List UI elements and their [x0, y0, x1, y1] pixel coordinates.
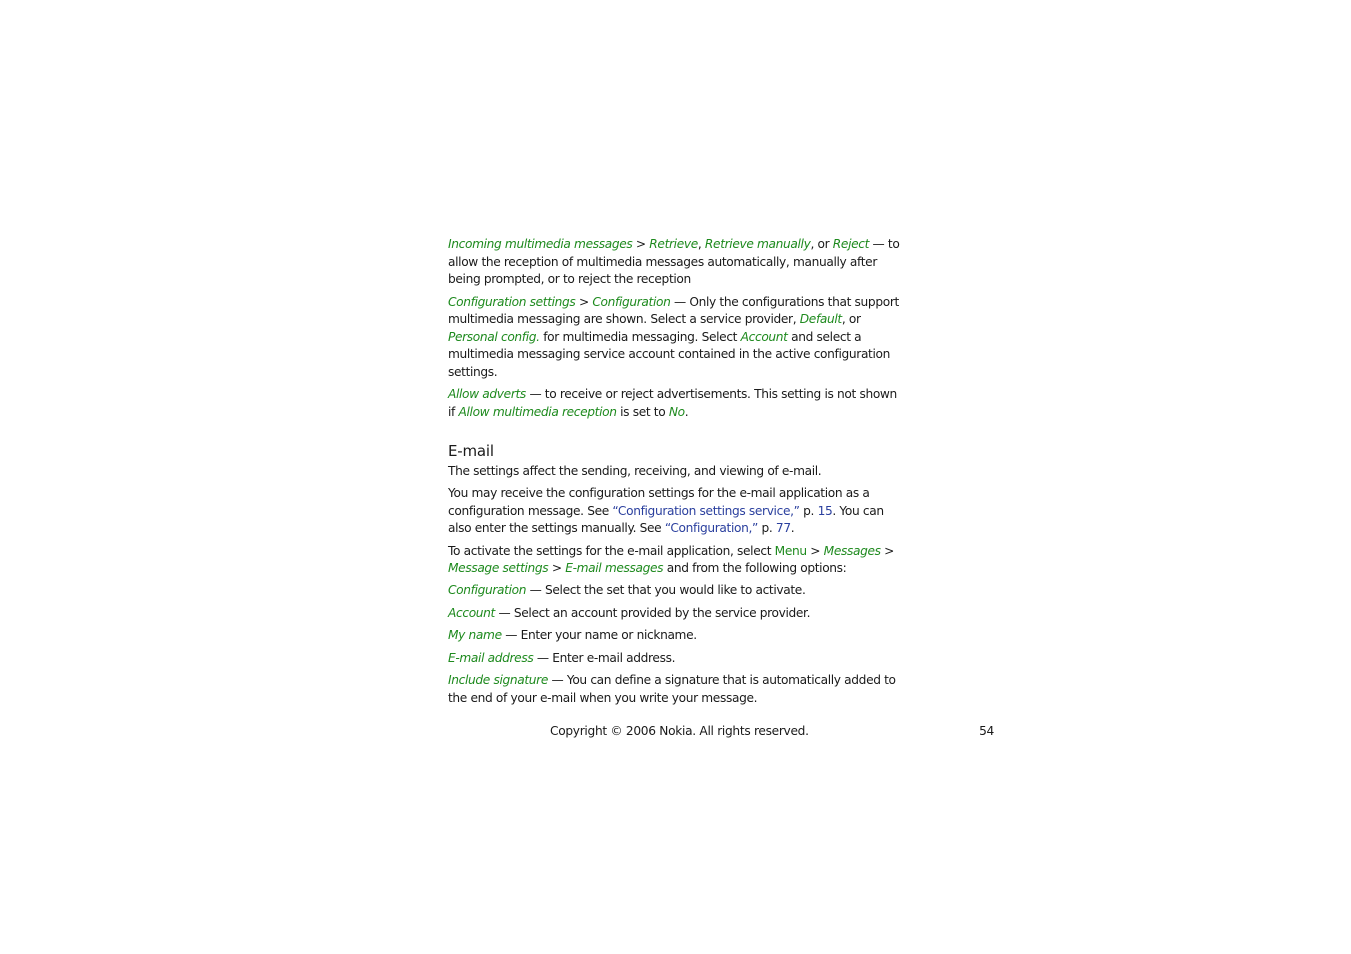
receive-text-1: You may receive the configuration settings for the e-mail application as a configuration message. See: [448, 485, 870, 518]
activate-text-1: To activate the settings for the e-mail application, select: [448, 543, 775, 558]
option-retrieve-manually: Retrieve manually: [704, 237, 811, 251]
option-name: My name: [448, 628, 502, 643]
separator: >: [575, 294, 593, 309]
link-configuration[interactable]: “Configuration,”: [664, 521, 758, 536]
option-reject: Reject: [832, 237, 870, 251]
section-heading-email: E-mail: [448, 441, 494, 460]
separator: >: [880, 543, 895, 558]
option-default: Default: [799, 312, 842, 327]
option-description: — Select the set that you would like to activate.: [526, 583, 806, 598]
option-name: Include signature: [448, 673, 548, 688]
period: .: [790, 521, 795, 536]
document-page: [448, 236, 904, 712]
copyright-notice: Copyright © 2006 Nokia. All rights reserved.: [550, 724, 809, 738]
option-allow-adverts: Allow adverts: [448, 387, 526, 402]
menu-key: Menu: [774, 543, 807, 558]
email-option-my-name: [448, 627, 904, 645]
option-retrieve: Retrieve: [649, 237, 698, 251]
link-page-15[interactable]: 15: [817, 503, 833, 518]
separator: >: [632, 237, 650, 251]
option-name: Account: [448, 605, 495, 620]
option-description: — You can define a signature that is automatically added to the end of your e-mail when you write your message.: [448, 673, 896, 705]
link-page-77[interactable]: 77: [775, 521, 791, 536]
email-activate-instructions: [448, 543, 904, 578]
page-number: 54: [979, 724, 994, 738]
incoming-mms-setting: [448, 236, 904, 289]
email-option-account: [448, 605, 904, 623]
option-description: — Enter e-mail address.: [533, 650, 676, 665]
option-description: — Enter your name or nickname.: [501, 628, 697, 643]
option-description: — Select an account provided by the service provider.: [494, 605, 811, 620]
option-name: E-mail address: [448, 650, 534, 665]
separator: >: [548, 561, 566, 576]
incoming-description: — to allow the reception of multimedia messages automatically, manually after being prompted, or to reject the reception: [448, 237, 900, 287]
email-option-email-address: [448, 650, 904, 668]
option-name: Configuration: [448, 583, 527, 598]
page-footer: [448, 722, 994, 740]
email-option-include-signature: [448, 672, 904, 707]
or-text: , or: [841, 312, 861, 327]
configuration-description-3: and select a multimedia messaging service account contained in the active configuration settings.: [448, 329, 891, 379]
option-configuration: Configuration: [592, 294, 671, 309]
comma: ,: [697, 237, 705, 251]
option-incoming-mms: Incoming multimedia messages: [448, 237, 633, 251]
email-intro: The settings affect the sending, receiving, and viewing of e-mail.: [448, 463, 822, 478]
option-email-messages: E-mail messages: [565, 561, 664, 576]
separator: >: [806, 543, 824, 558]
period: .: [684, 404, 689, 419]
or-text: , or: [810, 237, 833, 251]
page-prefix: p.: [799, 503, 818, 518]
email-receive-info: [448, 485, 904, 538]
link-configuration-settings-service[interactable]: “Configuration settings service,”: [612, 503, 800, 518]
allow-adverts-setting: [448, 386, 904, 421]
option-messages: Messages: [823, 543, 881, 558]
option-account: Account: [740, 329, 788, 344]
option-no: No: [668, 404, 685, 419]
adverts-description-1: — to receive or reject advertisements. This setting is not shown if: [448, 387, 897, 419]
adverts-description-2: is set to: [616, 404, 669, 419]
option-allow-multimedia-reception: Allow multimedia reception: [458, 404, 617, 419]
option-personal-config: Personal config.: [448, 329, 540, 344]
activate-text-2: and from the following options:: [663, 561, 847, 576]
configuration-setting: [448, 294, 904, 382]
email-option-configuration: [448, 582, 904, 600]
receive-text-2: . You can also enter the settings manually. See: [448, 503, 884, 536]
configuration-description-1: — Only the configurations that support multimedia messaging are shown. Select a service provider,: [448, 294, 899, 327]
page-prefix: p.: [757, 521, 776, 536]
option-message-settings: Message settings: [448, 561, 549, 576]
configuration-description-2: for multimedia messaging. Select: [539, 329, 741, 344]
option-configuration-settings: Configuration settings: [448, 294, 576, 309]
